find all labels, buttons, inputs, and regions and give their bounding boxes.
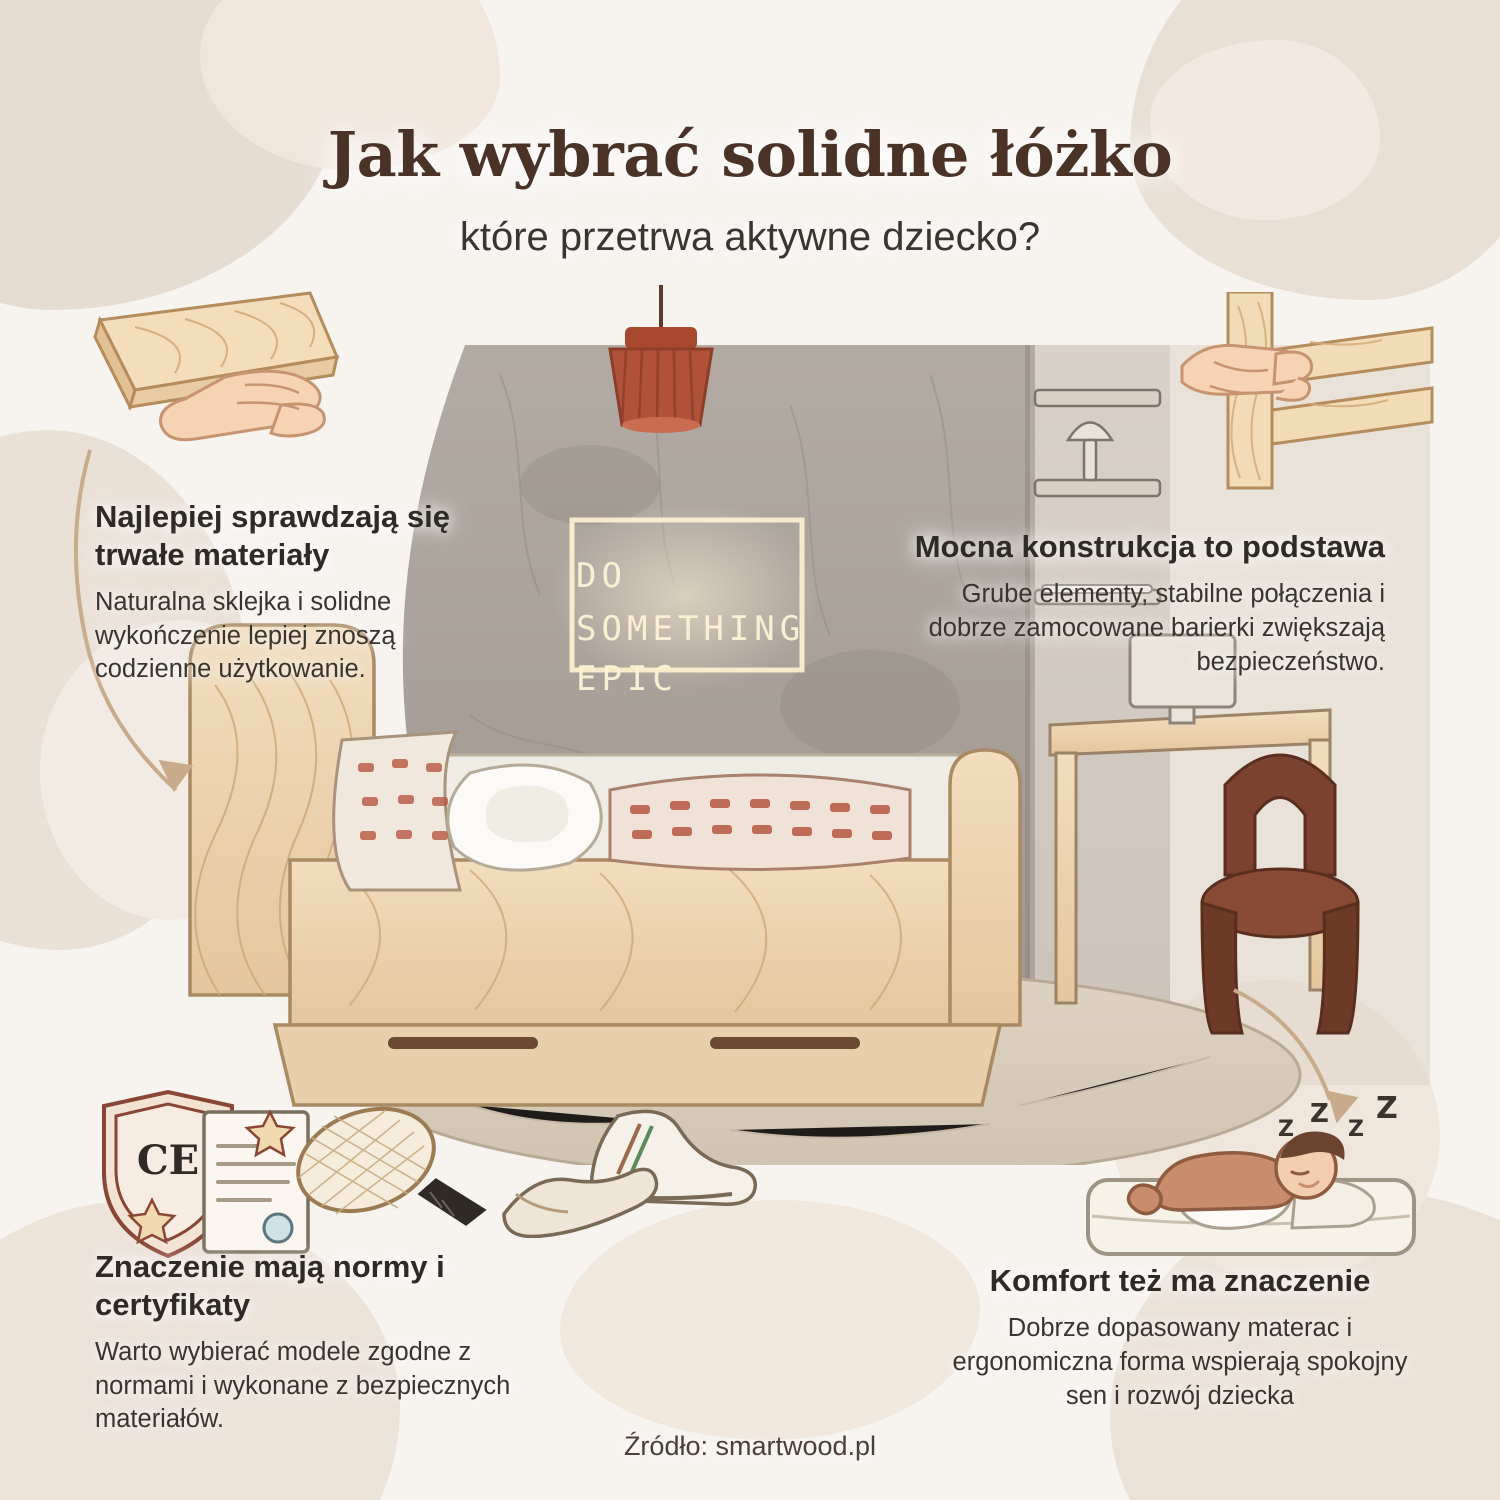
pendant-lamp-icon (610, 285, 712, 433)
block-heading-materials: Najlepiej sprawdzają się trwałe materiały (95, 499, 450, 572)
info-block-comfort (930, 1262, 1430, 1414)
page-subtitle: które przetrwa aktywne dziecko? (459, 215, 1041, 259)
block-body-materials: Naturalna sklejka i solidne wykończenie lepiej znoszą codzienne użytkowanie. (95, 587, 396, 684)
block-body-comfort: Dobrze dopasowany materac i ergonomiczna forma wspierają spokojny sen i rozwój dziecka (952, 1313, 1408, 1410)
neon-sign (550, 500, 820, 699)
zzz-small: Z (1278, 1117, 1294, 1142)
source-credit: Źródło: smartwood.pl (623, 1431, 877, 1461)
zzz-medium: Z (1310, 1099, 1329, 1129)
block-heading-construction: Mocna konstrukcja to podstawa (914, 529, 1385, 564)
info-block-materials (95, 498, 485, 687)
block-heading-comfort: Komfort też ma znaczenie (989, 1263, 1371, 1298)
neon-line-1: DO (576, 556, 627, 596)
zzz-small-2: Z (1348, 1117, 1364, 1142)
sneaker-icon (504, 1169, 657, 1236)
block-heading-norms: Znaczenie mają normy i certyfikaty (95, 1249, 445, 1322)
zzz-large: Z (1376, 1096, 1398, 1126)
block-body-construction: Grube elementy, stabilne połączenia i dobrze zamocowane barierki zwiększają bezpieczeństwo. (928, 579, 1385, 676)
arrow-to-comfort (1220, 980, 1410, 1160)
neon-line-3: EPIC (576, 659, 678, 699)
info-block-norms (95, 1248, 565, 1437)
tennis-racket-icon (288, 1098, 484, 1229)
toys-racket-sneakers-illustration (288, 1098, 758, 1238)
wooden-frame-hand-icon (1180, 292, 1440, 492)
page-title: Jak wybrać solidne łóżko (327, 118, 1173, 191)
info-block-construction (895, 528, 1385, 680)
ce-mark-label: CE (136, 1137, 200, 1184)
block-body-norms: Warto wybierać modele zgodne z normami i wykonane z bezpiecznych materiałów. (95, 1337, 511, 1434)
neon-line-2: SOMETHING (576, 609, 806, 649)
